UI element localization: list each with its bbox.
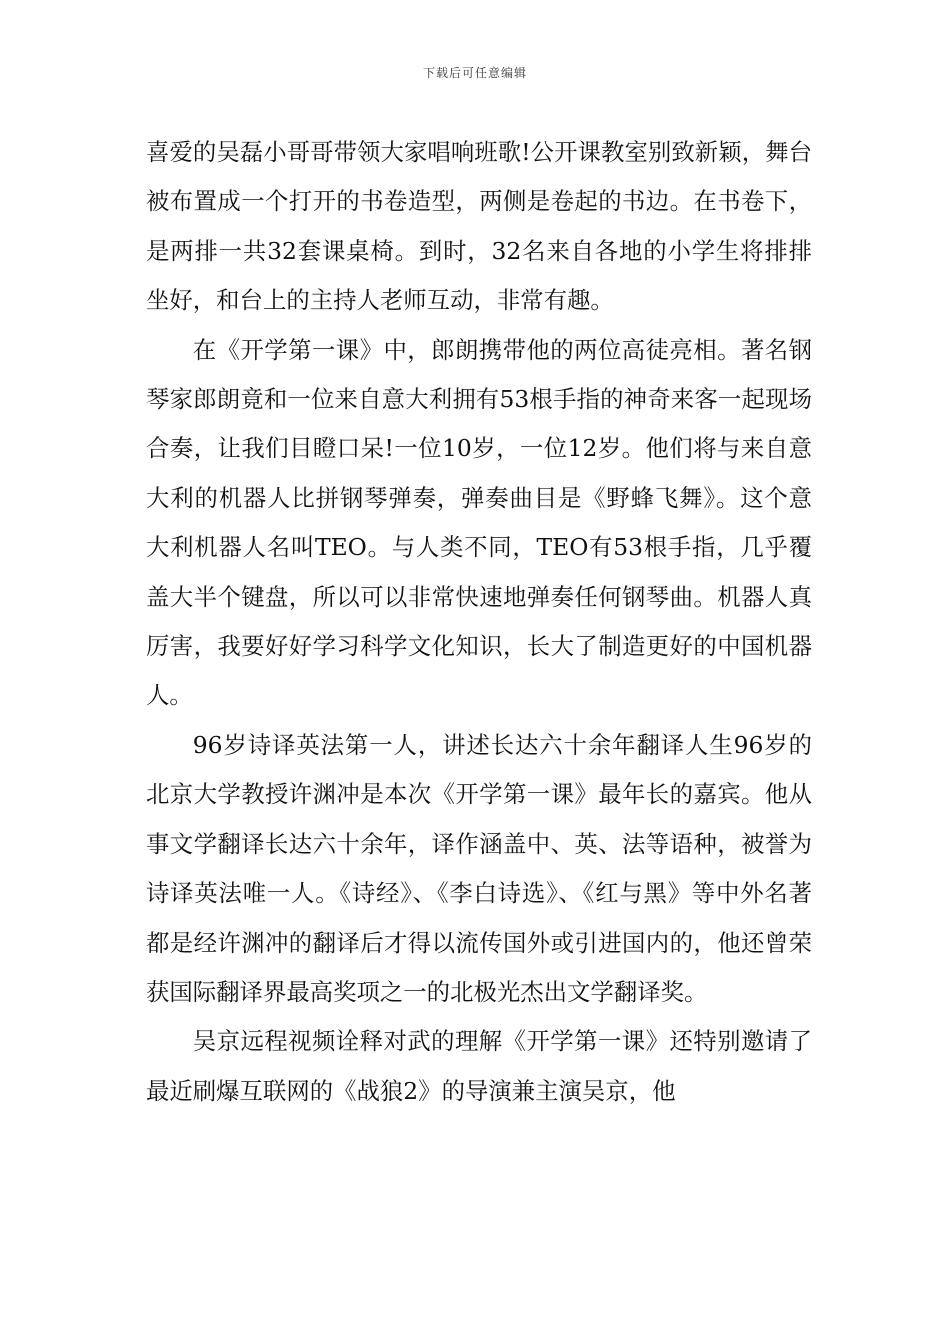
document-body: [146, 128, 812, 1116]
header-note: 下载后可任意编辑: [422, 66, 527, 80]
paragraph-4: 吴京远程视频诠释对武的理解《开学第一课》还特别邀请了最近刷爆互联网的《战狼2》的导演兼主演吴京，他: [146, 1027, 812, 1105]
paragraph-1: 喜爱的吴磊小哥哥带领大家唱响班歌!公开课教室别致新颖，舞台被布置成一个打开的书卷造型，两侧是卷起的书边。在书卷下，是两排一共32套课桌椅。到时，32名来自各地的小学生将排排坐好，和台上的主持人老师互动，非常有趣。: [146, 138, 812, 315]
paragraph-3: 96岁诗译英法第一人，讲述长达六十余年翻译人生96岁的北京大学教授许渊冲是本次《开学第一课》最年长的嘉宾。他从事文学翻译长达六十余年，译作涵盖中、英、法等语种，被誉为诗译英法唯一人。《诗经》、《李白诗选》、《红与黑》等中外名著都是经许渊冲的翻译后才得以流传国外或引进国内的，他还曾荣获国际翻译界最高奖项之一的北极光杰出文学翻译奖。: [146, 730, 812, 1006]
paragraph-2: 在《开学第一课》中，郎朗携带他的两位高徒亮相。著名钢琴家郎朗竟和一位来自意大利拥有53根手指的神奇来客一起现场合奏，让我们目瞪口呆!一位10岁，一位12岁。他们将与来自意大利的机器人比拼钢琴弹奏，弹奏曲目是《野蜂飞舞》。这个意大利机器人名叫TEO。与人类不同，TEO有53根手指，几乎覆盖大半个键盘，所以可以非常快速地弹奏任何钢琴曲。机器人真厉害，我要好好学习科学文化知识，长大了制造更好的中国机器人。: [146, 335, 812, 710]
